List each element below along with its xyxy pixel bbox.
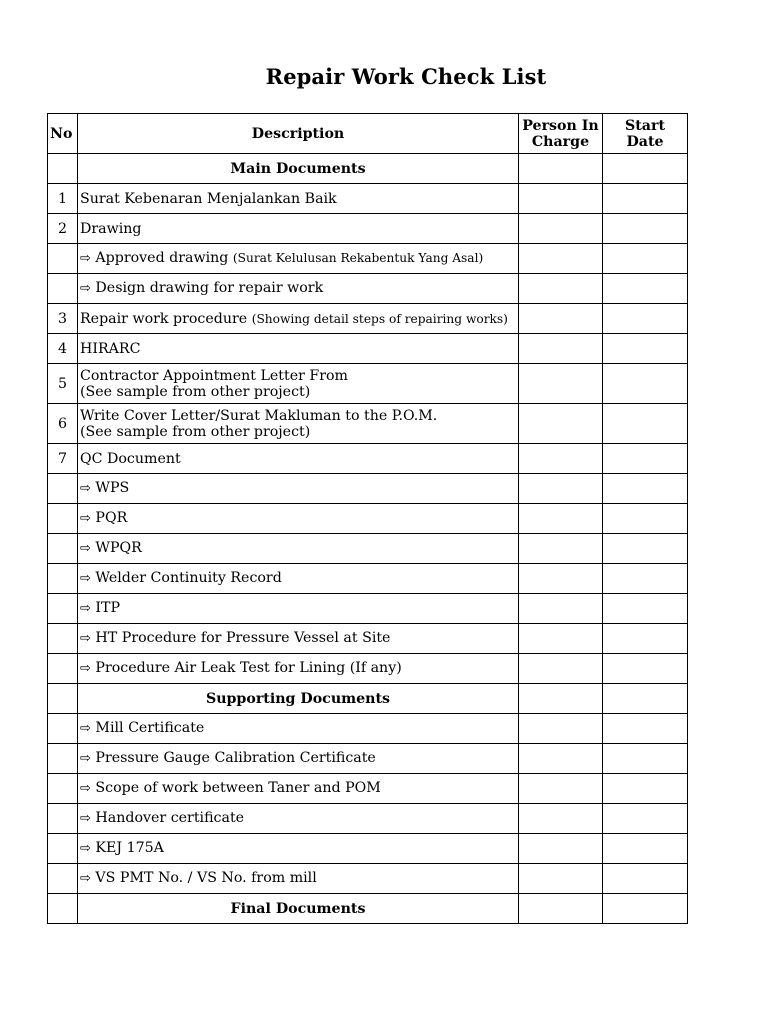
person-in-charge-cell xyxy=(519,214,603,244)
row-number xyxy=(48,534,78,564)
start-date-cell xyxy=(603,594,688,624)
row-number: 5 xyxy=(48,364,78,404)
row-number xyxy=(48,684,78,714)
header-person-in-charge xyxy=(519,114,603,154)
row-description xyxy=(78,624,519,654)
row-description-text: Final Documents xyxy=(230,900,366,917)
row-description-text: Pressure Gauge Calibration Certificate xyxy=(95,750,376,766)
arrow-right-icon: ⇨ xyxy=(80,251,91,266)
table-row xyxy=(48,804,688,834)
row-number xyxy=(48,774,78,804)
person-in-charge-cell xyxy=(519,744,603,774)
section-title xyxy=(78,894,519,924)
row-number: 6 xyxy=(48,404,78,444)
start-date-cell xyxy=(603,154,688,184)
start-date-cell xyxy=(603,444,688,474)
row-number xyxy=(48,244,78,274)
person-in-charge-cell xyxy=(519,334,603,364)
row-description xyxy=(78,274,519,304)
header-start-date xyxy=(603,114,688,154)
row-number xyxy=(48,864,78,894)
row-number xyxy=(48,714,78,744)
row-number xyxy=(48,654,78,684)
row-description xyxy=(78,304,519,334)
row-number: 1 xyxy=(48,184,78,214)
row-description-text: HIRARC xyxy=(80,340,141,357)
arrow-right-icon: ⇨ xyxy=(80,511,91,526)
row-description-note: (Surat Kelulusan Rekabentuk Yang Asal) xyxy=(232,251,484,265)
person-in-charge-cell xyxy=(519,474,603,504)
start-date-cell xyxy=(603,834,688,864)
start-date-cell xyxy=(603,474,688,504)
person-in-charge-cell xyxy=(519,274,603,304)
row-description xyxy=(78,864,519,894)
row-description xyxy=(78,214,519,244)
row-description xyxy=(78,834,519,864)
person-in-charge-cell xyxy=(519,444,603,474)
person-in-charge-cell xyxy=(519,304,603,334)
table-row xyxy=(48,474,688,504)
start-date-cell xyxy=(603,334,688,364)
header-start-date-line1: Start xyxy=(624,117,666,134)
header-person-in-charge-line2: Charge xyxy=(531,133,590,150)
row-description-note: (Showing detail steps of repairing works) xyxy=(251,311,508,326)
row-number xyxy=(48,564,78,594)
row-description-text: Drawing xyxy=(80,220,142,237)
person-in-charge-cell xyxy=(519,894,603,924)
table-row xyxy=(48,564,688,594)
arrow-right-icon: ⇨ xyxy=(80,721,91,736)
row-description-text: Design drawing for repair work xyxy=(95,280,324,296)
start-date-cell xyxy=(603,624,688,654)
start-date-cell xyxy=(603,774,688,804)
row-description xyxy=(78,564,519,594)
start-date-cell xyxy=(603,894,688,924)
table-row xyxy=(48,334,688,364)
row-description xyxy=(78,334,519,364)
start-date-cell xyxy=(603,864,688,894)
person-in-charge-cell xyxy=(519,244,603,274)
start-date-cell xyxy=(603,744,688,774)
row-description-text: KEJ 175A xyxy=(95,840,164,856)
start-date-cell xyxy=(603,214,688,244)
table-row xyxy=(48,364,688,404)
person-in-charge-cell xyxy=(519,154,603,184)
table-row xyxy=(48,244,688,274)
arrow-right-icon: ⇨ xyxy=(80,601,91,616)
row-description xyxy=(78,504,519,534)
row-number xyxy=(48,834,78,864)
start-date-cell xyxy=(603,804,688,834)
table-header-row xyxy=(48,114,688,154)
table-row xyxy=(48,864,688,894)
start-date-cell xyxy=(603,404,688,444)
person-in-charge-cell xyxy=(519,834,603,864)
start-date-cell xyxy=(603,714,688,744)
person-in-charge-cell xyxy=(519,684,603,714)
row-description xyxy=(78,404,519,444)
section-row xyxy=(48,684,688,714)
table-row xyxy=(48,534,688,564)
row-description-line1: Contractor Appointment Letter From xyxy=(80,367,349,384)
row-description-text: Procedure Air Leak Test for Lining (If any) xyxy=(95,660,402,676)
start-date-cell xyxy=(603,564,688,594)
row-description-text: QC Document xyxy=(80,450,181,467)
arrow-right-icon: ⇨ xyxy=(80,541,91,556)
arrow-right-icon: ⇨ xyxy=(80,871,91,886)
table-body xyxy=(48,154,688,924)
person-in-charge-cell xyxy=(519,364,603,404)
row-description-text: ITP xyxy=(95,600,121,616)
section-title xyxy=(78,154,519,184)
row-description-text: Handover certificate xyxy=(95,810,245,826)
table-row xyxy=(48,504,688,534)
arrow-right-icon: ⇨ xyxy=(80,571,91,586)
person-in-charge-cell xyxy=(519,184,603,214)
row-description xyxy=(78,744,519,774)
start-date-cell xyxy=(603,534,688,564)
start-date-cell xyxy=(603,184,688,214)
row-description-text: VS PMT No. / VS No. from mill xyxy=(95,870,317,886)
start-date-cell xyxy=(603,274,688,304)
header-description: Description xyxy=(78,114,519,154)
row-description xyxy=(78,594,519,624)
row-number: 7 xyxy=(48,444,78,474)
start-date-cell xyxy=(603,684,688,714)
table-row xyxy=(48,214,688,244)
row-description-text: Main Documents xyxy=(230,160,366,177)
header-person-in-charge-line1: Person In xyxy=(522,117,599,134)
document-title: Repair Work Check List xyxy=(265,64,547,89)
row-description xyxy=(78,804,519,834)
section-row xyxy=(48,894,688,924)
row-number xyxy=(48,894,78,924)
row-description-text: Repair work procedure xyxy=(80,310,248,327)
person-in-charge-cell xyxy=(519,714,603,744)
row-number xyxy=(48,594,78,624)
table-row xyxy=(48,444,688,474)
person-in-charge-cell xyxy=(519,804,603,834)
arrow-right-icon: ⇨ xyxy=(80,481,91,496)
person-in-charge-cell xyxy=(519,404,603,444)
arrow-right-icon: ⇨ xyxy=(80,631,91,646)
row-description-text: Supporting Documents xyxy=(205,690,391,707)
row-description-line2: (See sample from other project) xyxy=(80,383,311,400)
header-no: No xyxy=(48,114,78,154)
row-description xyxy=(78,444,519,474)
row-description-text: Mill Certificate xyxy=(95,720,205,736)
row-number xyxy=(48,274,78,304)
row-number xyxy=(48,474,78,504)
header-start-date-line2: Date xyxy=(626,133,664,150)
table-row xyxy=(48,774,688,804)
start-date-cell xyxy=(603,504,688,534)
table-row xyxy=(48,714,688,744)
row-description-text: WPQR xyxy=(95,540,142,556)
row-description xyxy=(78,364,519,404)
table-row xyxy=(48,624,688,654)
row-description-line2: (See sample from other project) xyxy=(80,423,311,440)
table-row xyxy=(48,834,688,864)
row-description-text: Welder Continuity Record xyxy=(95,570,282,586)
person-in-charge-cell xyxy=(519,564,603,594)
row-description xyxy=(78,774,519,804)
row-number xyxy=(48,804,78,834)
row-description xyxy=(78,184,519,214)
start-date-cell xyxy=(603,304,688,334)
row-description xyxy=(78,714,519,744)
row-description xyxy=(78,534,519,564)
person-in-charge-cell xyxy=(519,504,603,534)
row-number xyxy=(48,154,78,184)
table-row xyxy=(48,404,688,444)
arrow-right-icon: ⇨ xyxy=(80,841,91,856)
table-row xyxy=(48,274,688,304)
arrow-right-icon: ⇨ xyxy=(80,751,91,766)
person-in-charge-cell xyxy=(519,624,603,654)
row-number xyxy=(48,744,78,774)
table-row xyxy=(48,654,688,684)
row-description xyxy=(78,654,519,684)
arrow-right-icon: ⇨ xyxy=(80,781,91,796)
table-row xyxy=(48,744,688,774)
row-description-text: Approved drawing xyxy=(95,250,229,266)
arrow-right-icon: ⇨ xyxy=(80,281,91,296)
row-description xyxy=(78,244,519,274)
table-row xyxy=(48,594,688,624)
start-date-cell xyxy=(603,654,688,684)
checklist-table xyxy=(47,113,688,924)
table-row xyxy=(48,184,688,214)
row-description xyxy=(78,474,519,504)
person-in-charge-cell xyxy=(519,774,603,804)
row-description-text: Surat Kebenaran Menjalankan Baik xyxy=(80,190,337,207)
person-in-charge-cell xyxy=(519,534,603,564)
start-date-cell xyxy=(603,364,688,404)
row-description-text: Scope of work between Taner and POM xyxy=(95,780,381,796)
row-description-line1: Write Cover Letter/Surat Makluman to the P.O.M. xyxy=(80,407,438,424)
row-number: 2 xyxy=(48,214,78,244)
row-number xyxy=(48,504,78,534)
section-title xyxy=(78,684,519,714)
arrow-right-icon: ⇨ xyxy=(80,661,91,676)
person-in-charge-cell xyxy=(519,654,603,684)
table-row xyxy=(48,304,688,334)
row-description-text: WPS xyxy=(95,480,130,496)
row-number: 3 xyxy=(48,304,78,334)
start-date-cell xyxy=(603,244,688,274)
section-row xyxy=(48,154,688,184)
row-number xyxy=(48,624,78,654)
person-in-charge-cell xyxy=(519,864,603,894)
row-number: 4 xyxy=(48,334,78,364)
person-in-charge-cell xyxy=(519,594,603,624)
arrow-right-icon: ⇨ xyxy=(80,811,91,826)
row-description-text: HT Procedure for Pressure Vessel at Site xyxy=(95,630,391,646)
row-description-text: PQR xyxy=(95,510,128,526)
